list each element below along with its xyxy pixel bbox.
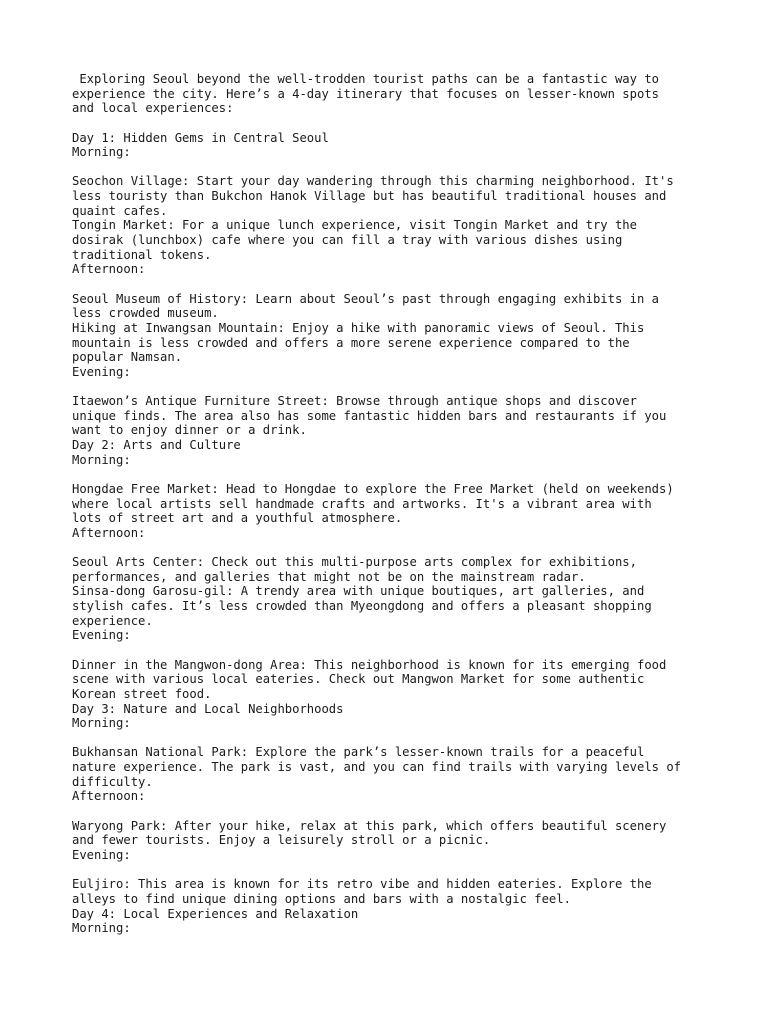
text-line: less crowded museum. — [72, 306, 219, 321]
text-line: Morning: — [72, 145, 131, 160]
text-line: Day 1: Hidden Gems in Central Seoul — [72, 130, 329, 145]
text-line: Itaewon’s Antique Furniture Street: Browse through antique shops and discover — [72, 394, 637, 409]
text-line: mountain is less crowded and offers a more serene experience compared to the — [72, 335, 630, 350]
text-line: Morning: — [72, 716, 131, 731]
text-line: Evening: — [72, 628, 131, 643]
text-line: Afternoon: — [72, 262, 146, 277]
text-line: popular Namsan. — [72, 350, 183, 365]
blank-line — [72, 467, 768, 482]
document-body — [72, 72, 768, 936]
text-line: Hongdae Free Market: Head to Hongdae to explore the Free Market (held on weekends) — [72, 481, 674, 496]
text-line: Bukhansan National Park: Explore the park’s lesser-known trails for a peaceful — [72, 745, 645, 760]
text-line: lots of street art and a youthful atmosphere. — [72, 511, 403, 526]
blank-line — [72, 731, 768, 746]
text-line: Seoul Arts Center: Check out this multi-purpose arts complex for exhibitions, — [72, 555, 637, 570]
text-line: experience the city. Here’s a 4-day itinerary that focuses on lesser-known spots — [72, 86, 659, 101]
text-line: Morning: — [72, 921, 131, 936]
text-line: experience. — [72, 613, 153, 628]
text-line: less touristy than Bukchon Hanok Village but has beautiful traditional houses and — [72, 189, 667, 204]
blank-line — [72, 160, 768, 175]
text-line: dosirak (lunchbox) cafe where you can fill a tray with various dishes using — [72, 233, 623, 248]
text-line: Euljiro: This area is known for its retro vibe and hidden eateries. Explore the — [72, 877, 652, 892]
text-line: and local experiences: — [72, 101, 234, 116]
text-line: Evening: — [72, 364, 131, 379]
blank-line — [72, 804, 768, 819]
text-line: stylish cafes. It’s less crowded than Myeongdong and offers a pleasant shopping — [72, 599, 652, 614]
text-line: and fewer tourists. Enjoy a leisurely stroll or a picnic. — [72, 833, 491, 848]
text-line: where local artists sell handmade crafts and artworks. It's a vibrant area with — [72, 496, 652, 511]
text-line: traditional tokens. — [72, 247, 212, 262]
text-line: nature experience. The park is vast, and you can find trails with varying levels of — [72, 760, 682, 775]
blank-line — [72, 643, 768, 658]
blank-line — [72, 379, 768, 394]
text-line: Afternoon: — [72, 525, 146, 540]
text-line: unique finds. The area also has some fantastic hidden bars and restaurants if you — [72, 408, 667, 423]
blank-line — [72, 863, 768, 878]
text-line: Morning: — [72, 452, 131, 467]
text-line: Hiking at Inwangsan Mountain: Enjoy a hike with panoramic views of Seoul. This — [72, 320, 645, 335]
text-line: difficulty. — [72, 774, 153, 789]
text-line: Exploring Seoul beyond the well-trodden tourist paths can be a fantastic way to — [72, 72, 659, 86]
text-line: scene with various local eateries. Check out Mangwon Market for some authentic — [72, 672, 645, 687]
blank-line — [72, 541, 768, 556]
text-line: Day 2: Arts and Culture — [72, 438, 241, 453]
text-line: Day 3: Nature and Local Neighborhoods — [72, 701, 344, 716]
text-line: quaint cafes. — [72, 203, 168, 218]
text-line: Korean street food. — [72, 686, 212, 701]
text-line: Day 4: Local Experiences and Relaxation — [72, 906, 359, 921]
blank-line — [72, 277, 768, 292]
text-line: want to enjoy dinner or a drink. — [72, 423, 307, 438]
text-line: performances, and galleries that might not be on the mainstream radar. — [72, 569, 586, 584]
text-line: Seochon Village: Start your day wandering through this charming neighborhood. It's — [72, 174, 674, 189]
text-line: Sinsa-dong Garosu-gil: A trendy area with unique boutiques, art galleries, and — [72, 584, 645, 599]
blank-line — [72, 116, 768, 131]
text-line: Dinner in the Mangwon-dong Area: This neighborhood is known for its emerging food — [72, 657, 667, 672]
text-line: Waryong Park: After your hike, relax at this park, which offers beautiful scenery — [72, 818, 667, 833]
text-line: Tongin Market: For a unique lunch experience, visit Tongin Market and try the — [72, 218, 637, 233]
text-line: Afternoon: — [72, 789, 146, 804]
text-line: alleys to find unique dining options and bars with a nostalgic feel. — [72, 891, 571, 906]
text-line: Seoul Museum of History: Learn about Seoul’s past through engaging exhibits in a — [72, 291, 659, 306]
text-line: Evening: — [72, 847, 131, 862]
